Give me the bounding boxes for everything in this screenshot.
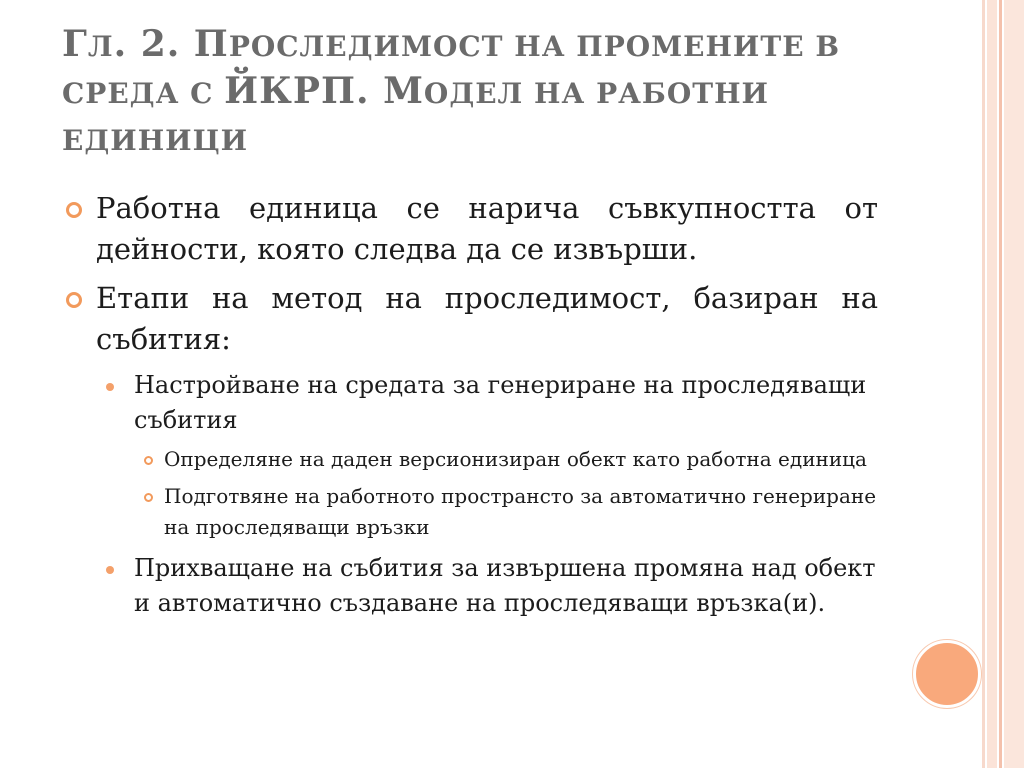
bullet-ring-icon: [144, 456, 153, 465]
bullet-dot-icon: [106, 383, 114, 391]
slide-content: [62, 188, 878, 621]
title-text: Г: [62, 23, 88, 65]
sub-sub-bullet-item: [62, 444, 878, 475]
bullet-item: [62, 278, 878, 360]
bullet-ring-icon: [66, 292, 82, 308]
sub-sub-bullet-text: Определяне на даден версионизиран обект като работна единица: [164, 447, 867, 471]
sub-bullet-item: [62, 551, 878, 621]
title-text: ЙКРП. М: [224, 70, 424, 112]
bullet-item: [62, 188, 878, 270]
decorative-circle: [913, 640, 981, 708]
sub-sub-bullet-item: [62, 481, 878, 543]
stripe: [1004, 0, 1024, 768]
sub-sub-bullet-text: Подготвяне на работното пространсто за автоматично генериране на проследяващи връзки: [164, 484, 877, 539]
title-text: Л: [87, 30, 114, 63]
bullet-text: Етапи на метод на проследимост, базиран на събития:: [96, 281, 878, 356]
title-text: РОСЛЕДИМОСТ НА ПРОМЕНИТЕ В СРЕДА С: [62, 30, 840, 110]
stripe: [999, 0, 1002, 768]
title-text: . 2. П: [113, 23, 229, 65]
sub-bullet-text: Настройване на средата за генериране на проследяващи събития: [134, 371, 867, 434]
sub-bullet-item: [62, 368, 878, 438]
bullet-dot-icon: [106, 566, 114, 574]
bullet-ring-icon: [66, 202, 82, 218]
stripe: [982, 0, 985, 768]
bullet-ring-icon: [144, 493, 153, 502]
sub-bullet-text: Прихващане на събития за извършена промяна над обект и автоматично създаване на проследяващи връзка(и).: [134, 554, 876, 617]
slide-title: [62, 22, 862, 163]
bullet-text: Работна единица се нарича съвкупността от дейности, която следва да се извърши.: [96, 191, 878, 266]
title-text: ОДЕЛ НА РАБОТНИ ЕДИНИЦИ: [62, 77, 769, 157]
stripe: [987, 0, 997, 768]
decorative-stripes: [982, 0, 1024, 768]
